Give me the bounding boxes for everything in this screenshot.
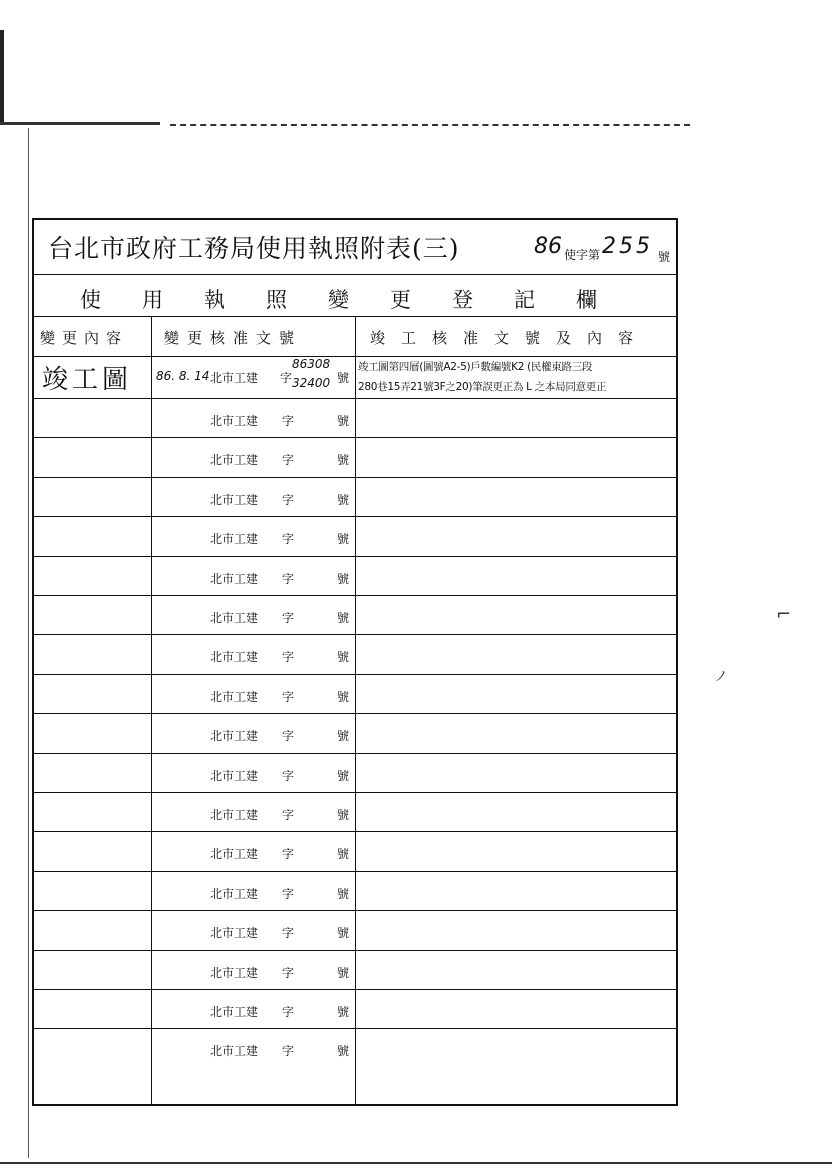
approval-zi: 字	[282, 492, 295, 507]
approval-no-cell[interactable]	[152, 832, 355, 870]
approval-hao: 號	[337, 453, 350, 468]
table-row	[34, 990, 676, 1029]
section-title-row	[34, 275, 676, 317]
table-row	[34, 517, 676, 556]
table-row	[34, 714, 676, 753]
handwritten-completion-line-2: 280巷15弄21號3F之20)筆誤更正為 L 之本局同意更正	[358, 381, 607, 393]
approval-no-cell[interactable]	[152, 557, 355, 595]
approval-no-cell[interactable]	[152, 754, 355, 792]
permit-prefix: 使字第	[564, 248, 601, 262]
approval-prefix: 北市工建	[210, 847, 259, 862]
table-row	[34, 399, 676, 438]
approval-zi: 字	[282, 650, 295, 665]
approval-zi: 字	[282, 965, 295, 980]
change-content-cell[interactable]	[34, 399, 151, 437]
header-change-content: 變更內容	[40, 329, 129, 347]
approval-hao: 號	[337, 808, 350, 822]
approval-prefix: 北市工建	[210, 650, 259, 665]
completion-cell[interactable]	[356, 478, 676, 516]
header-approval-no: 變更核准文號	[164, 329, 303, 347]
approval-zi: 字	[282, 768, 295, 783]
approval-hao: 號	[337, 571, 350, 586]
completion-cell[interactable]	[356, 911, 676, 949]
change-content-cell[interactable]	[34, 557, 151, 595]
approval-no-cell[interactable]	[152, 596, 355, 634]
approval-hao: 號	[337, 847, 350, 862]
approval-zi: 字	[280, 371, 293, 385]
change-content-cell[interactable]	[34, 1029, 151, 1068]
table-row	[34, 872, 676, 911]
approval-zi: 字	[282, 453, 295, 468]
scan-speck: ノ	[714, 669, 728, 685]
handwritten-date: 86. 8. 14	[156, 369, 210, 383]
table-row	[34, 1029, 676, 1068]
approval-hao: 號	[337, 414, 350, 428]
approval-hao: 號	[337, 768, 350, 783]
approval-hao: 號	[337, 965, 350, 980]
scan-speck: ⌐	[776, 604, 792, 625]
table-row	[34, 557, 676, 596]
approval-no-cell[interactable]	[152, 478, 355, 516]
change-content-cell[interactable]	[34, 990, 151, 1028]
approval-no-cell[interactable]	[152, 635, 355, 673]
completion-cell[interactable]	[356, 951, 676, 989]
change-content-cell[interactable]	[34, 635, 151, 673]
handwritten-change-content: 竣工圖	[42, 365, 133, 395]
completion-cell[interactable]	[356, 872, 676, 910]
change-content-cell[interactable]	[34, 596, 151, 634]
approval-zi: 字	[282, 611, 295, 625]
approval-hao: 號	[337, 492, 350, 507]
approval-prefix: 北市工建	[210, 611, 259, 625]
change-content-cell[interactable]	[34, 872, 151, 910]
approval-prefix: 北市工建	[210, 808, 259, 822]
approval-hao: 號	[337, 689, 350, 704]
handwritten-number-1: 86308	[292, 357, 331, 371]
form-title-row	[34, 220, 676, 275]
change-content-cell	[34, 357, 151, 398]
approval-zi: 字	[282, 689, 295, 704]
approval-hao: 號	[337, 886, 350, 901]
table-row	[34, 832, 676, 871]
approval-no-cell[interactable]	[152, 990, 355, 1028]
section-title: 使用執照變更登記欄	[80, 288, 638, 312]
approval-prefix: 北市工建	[210, 689, 259, 704]
approval-zi: 字	[282, 926, 295, 941]
approval-hao: 號	[337, 371, 350, 385]
approval-hao: 號	[337, 926, 350, 941]
table-row	[34, 635, 676, 674]
approval-prefix: 北市工建	[210, 571, 259, 586]
table-row	[34, 951, 676, 990]
completion-cell	[356, 357, 676, 398]
change-content-cell[interactable]	[34, 911, 151, 949]
usage-permit-change-form	[32, 218, 678, 1106]
completion-cell[interactable]	[356, 557, 676, 595]
approval-hao: 號	[337, 1044, 350, 1059]
completion-cell[interactable]	[356, 635, 676, 673]
header-completion: 竣工核准文號及內容	[370, 329, 650, 347]
approval-prefix: 北市工建	[210, 1005, 259, 1019]
table-row	[34, 793, 676, 832]
approval-prefix: 北市工建	[210, 414, 259, 428]
margin-line	[28, 128, 29, 1158]
approval-zi: 字	[282, 532, 295, 547]
approval-no-cell[interactable]	[152, 517, 355, 555]
scan-edge-mark	[0, 122, 160, 125]
approval-zi: 字	[282, 886, 295, 901]
table-row	[34, 754, 676, 793]
scan-dashed-line	[170, 124, 690, 126]
approval-prefix: 北市工建	[210, 965, 259, 980]
change-content-cell[interactable]	[34, 517, 151, 555]
table-row	[34, 596, 676, 635]
completion-cell[interactable]	[356, 754, 676, 792]
approval-no-cell[interactable]	[152, 911, 355, 949]
table-row	[34, 478, 676, 517]
approval-hao: 號	[337, 1005, 350, 1019]
approval-no-cell[interactable]	[152, 438, 355, 476]
approval-prefix: 北市工建	[210, 926, 259, 941]
approval-hao: 號	[337, 611, 350, 625]
approval-no-cell	[152, 357, 355, 398]
approval-no-cell[interactable]	[152, 714, 355, 752]
completion-cell[interactable]	[356, 596, 676, 634]
approval-no-cell[interactable]	[152, 675, 355, 713]
form-title: 台北市政府工務局使用執照附表(三)	[48, 234, 460, 263]
handwritten-completion-line-1: 竣工圖第四層(圖號A2-5)戶數編號K2 (民權東路三段	[358, 361, 593, 373]
approval-no-cell[interactable]	[152, 872, 355, 910]
completion-cell[interactable]	[356, 438, 676, 476]
change-content-cell[interactable]	[34, 793, 151, 831]
approval-no-cell[interactable]	[152, 1029, 355, 1068]
approval-zi: 字	[282, 414, 295, 428]
approval-prefix: 北市工建	[210, 453, 259, 468]
approval-hao: 號	[337, 532, 350, 547]
completion-cell[interactable]	[356, 1029, 676, 1068]
completion-cell[interactable]	[356, 675, 676, 713]
change-content-cell[interactable]	[34, 714, 151, 752]
approval-hao: 號	[337, 650, 350, 665]
approval-prefix: 北市工建	[210, 729, 259, 744]
permit-year: 86	[534, 234, 562, 259]
approval-zi: 字	[282, 729, 295, 744]
table-row	[34, 675, 676, 714]
change-content-cell[interactable]	[34, 832, 151, 870]
completion-cell[interactable]	[356, 517, 676, 555]
approval-hao: 號	[337, 729, 350, 744]
approval-zi: 字	[282, 808, 295, 822]
completion-cell[interactable]	[356, 832, 676, 870]
table-row	[34, 911, 676, 950]
approval-prefix: 北市工建	[210, 371, 259, 385]
approval-zi: 字	[282, 847, 295, 862]
approval-prefix: 北市工建	[210, 492, 259, 507]
handwritten-number-2: 32400	[292, 376, 331, 390]
approval-zi: 字	[282, 1044, 295, 1059]
completion-cell[interactable]	[356, 714, 676, 752]
change-content-cell[interactable]	[34, 754, 151, 792]
permit-suffix: 號	[658, 250, 671, 264]
approval-prefix: 北市工建	[210, 532, 259, 547]
approval-prefix: 北市工建	[210, 886, 259, 901]
approval-zi: 字	[282, 571, 295, 586]
change-content-cell[interactable]	[34, 675, 151, 713]
approval-no-cell[interactable]	[152, 951, 355, 989]
change-content-cell[interactable]	[34, 951, 151, 989]
permit-number: 255	[602, 234, 653, 259]
change-content-cell[interactable]	[34, 438, 151, 476]
approval-prefix: 北市工建	[210, 1044, 259, 1059]
change-content-cell[interactable]	[34, 478, 151, 516]
table-row-filled	[34, 357, 676, 399]
completion-cell[interactable]	[356, 399, 676, 437]
completion-cell[interactable]	[356, 990, 676, 1028]
completion-cell[interactable]	[356, 793, 676, 831]
scan-edge-mark	[0, 30, 4, 125]
approval-prefix: 北市工建	[210, 768, 259, 783]
scan-bottom-edge	[0, 1162, 832, 1164]
approval-zi: 字	[282, 1005, 295, 1019]
approval-no-cell[interactable]	[152, 793, 355, 831]
table-row	[34, 438, 676, 477]
approval-no-cell[interactable]	[152, 399, 355, 437]
